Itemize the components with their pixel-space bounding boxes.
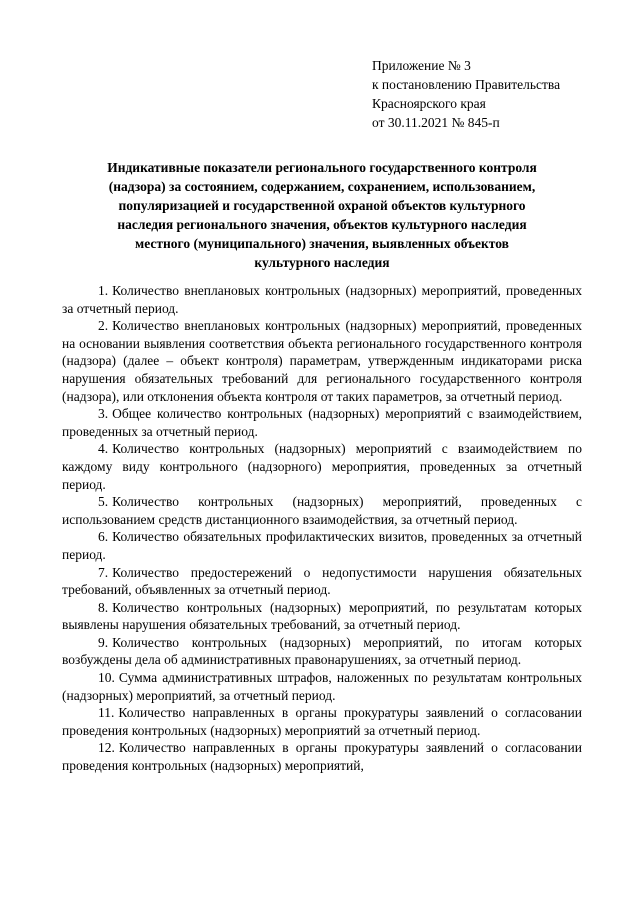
item-text: Количество направленных в органы прокуратуры заявлений о согласовании проведения контрольных (надзорных) мероприятий, (62, 740, 582, 774)
appendix-reference: к постановлению Правительства (372, 77, 561, 92)
indicator-item (62, 405, 582, 440)
document-title (62, 158, 582, 272)
indicator-item (62, 282, 582, 317)
item-number: 10. (98, 670, 115, 686)
item-text: Количество контрольных (надзорных) мероприятий, по результатам которых выявлены нарушения обязательных требований, за отчетный период. (62, 599, 582, 633)
indicator-item (62, 317, 582, 405)
title-line: Индикативные показатели регионального государственного контроля (107, 160, 537, 175)
indicator-item (62, 493, 582, 528)
item-number: 8. (98, 599, 109, 615)
item-number: 2. (98, 318, 109, 334)
item-text: Общее количество контрольных (надзорных) мероприятий с взаимодействием, проведенных за отчетный период. (62, 406, 582, 439)
title-line: наследия регионального значения, объектов культурного наследия (117, 217, 527, 232)
item-number: 5. (98, 494, 109, 510)
item-text: Количество внеплановых контрольных (надзорных) мероприятий, проведенных за отчетный период. (62, 283, 582, 316)
indicator-item (62, 599, 582, 634)
item-number: 12. (98, 740, 115, 756)
item-text: Количество внеплановых контрольных (надзорных) мероприятий, проведенных на основании выявления соответствия объекта регионального государственного контроля (надзора) (далее – объект контроля) параметрам, утвержденным индикаторами риска нарушения обязательных требований для регионального государственного контроля (надзора), или отклонения объекта контроля от таких параметров, за отчетный период. (62, 318, 582, 404)
indicator-item (62, 564, 582, 599)
indicator-item (62, 704, 582, 739)
title-line: (надзора) за состоянием, содержанием, сохранением, использованием, (108, 179, 536, 194)
title-line: местного (муниципального) значения, выявленных объектов (135, 236, 509, 251)
appendix-region: Красноярского края (372, 96, 486, 111)
indicator-item (62, 440, 582, 493)
item-text: Количество контрольных (надзорных) мероприятий с взаимодействием по каждому виду контрольного (надзорного) мероприятия, проведенных за отчетный период. (62, 441, 582, 492)
indicator-list (62, 282, 582, 775)
item-number: 1. (98, 283, 109, 298)
item-text: Количество предостережений о недопустимости нарушения обязательных требований, объявленных за отчетный период. (62, 564, 582, 598)
item-text: Количество обязательных профилактических визитов, проведенных за отчетный период. (62, 529, 582, 562)
title-line: культурного наследия (254, 255, 390, 270)
indicator-item (62, 739, 582, 774)
indicator-item (62, 528, 582, 563)
item-number: 4. (98, 441, 109, 457)
item-number: 7. (98, 564, 109, 580)
indicator-item (62, 634, 582, 669)
item-number: 11. (98, 705, 115, 721)
appendix-number: Приложение № 3 (372, 58, 471, 73)
item-text: Количество контрольных (надзорных) мероприятий, по итогам которых возбуждены дела об административных правонарушениях, за отчетный период. (62, 634, 582, 668)
item-text: Количество направленных в органы прокуратуры заявлений о согласовании проведения контрольных (надзорных) мероприятий за отчетный период. (62, 705, 582, 738)
title-line: популяризацией и государственной охраной объектов культурного (118, 198, 526, 213)
item-number: 9. (98, 634, 109, 650)
indicator-item (62, 669, 582, 704)
item-number: 6. (98, 529, 109, 545)
item-number: 3. (98, 406, 109, 422)
item-text: Количество контрольных (надзорных) мероприятий, проведенных с использованием средств дистанционного взаимодействия, за отчетный период. (62, 494, 582, 527)
item-text: Сумма административных штрафов, наложенных по результатам контрольных (надзорных) мероприятий, за отчетный период. (62, 670, 582, 703)
appendix-date-number: от 30.11.2021 № 845-п (372, 115, 500, 130)
appendix-header (372, 56, 622, 132)
